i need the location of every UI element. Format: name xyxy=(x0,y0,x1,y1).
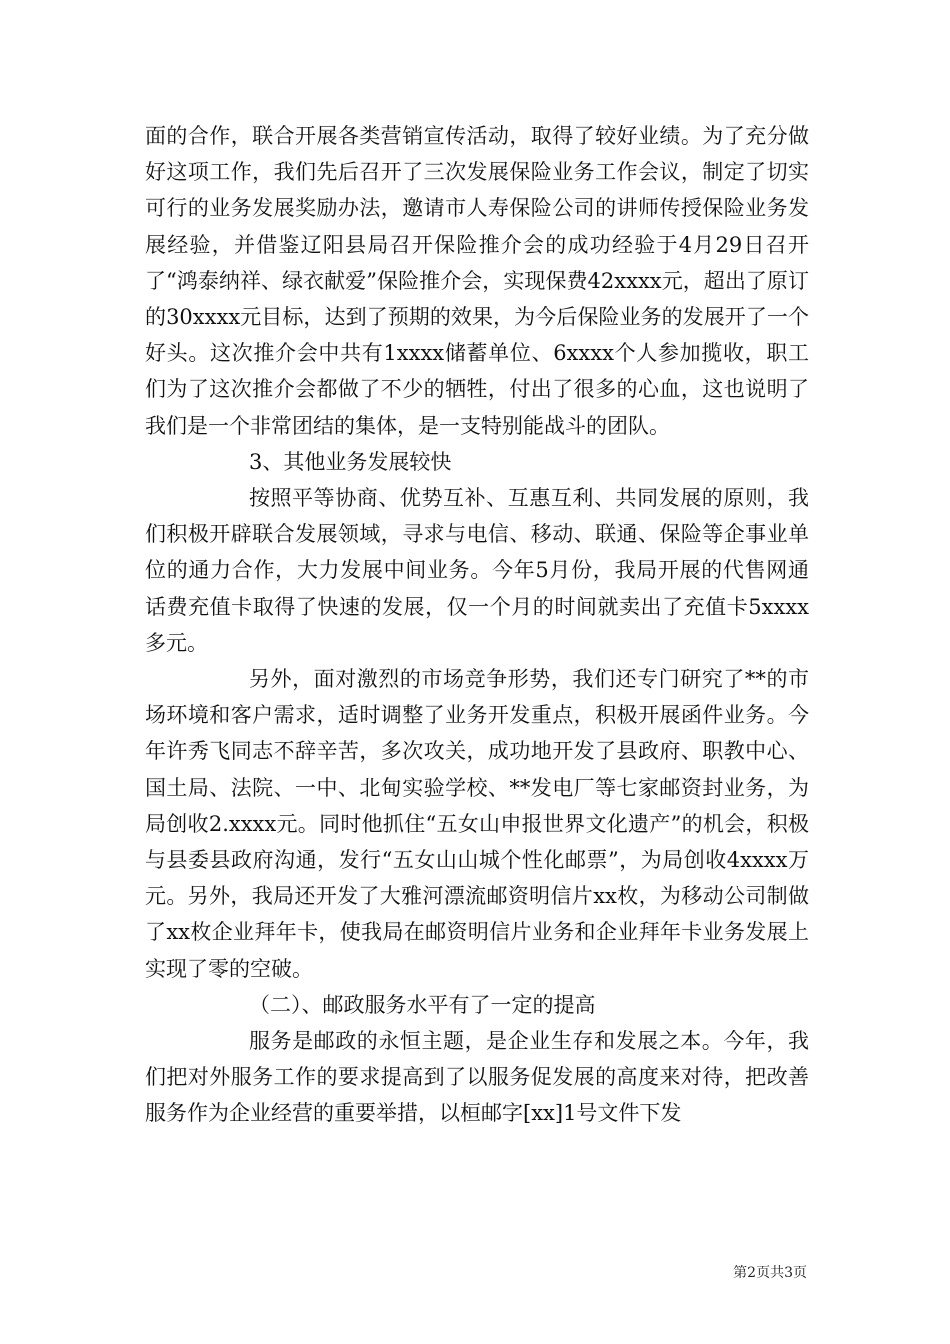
paragraph: 服务是邮政的永恒主题，是企业生存和发展之本。今年，我们把对外服务工作的要求提高到了以服务促发展的高度来对待，把改善服务作为企业经营的重要举措，以桓邮字[xx]1号文件下发 xyxy=(145,1029,809,1126)
page-number-footer: 第2页共3页 xyxy=(733,1265,807,1281)
document-body xyxy=(145,118,809,1132)
paragraph: 另外，面对激烈的市场竞争形势，我们还专门研究了**的市场环境和客户需求，适时调整了业务开发重点，积极开展函件业务。今年许秀飞同志不辞辛苦，多次攻关，成功地开发了县政府、职教中心、国土局、法院、一中、北甸实验学校、**发电厂等七家邮资封业务，为局创收2.xxxx元。同时他抓住“五女山申报世界文化遗产”的机会，积极与县委县政府沟通，发行“五女山山城个性化邮票”，为局创收4xxxx万元。另外，我局还开发了大雅河漂流邮资明信片xx枚，为移动公司制做了xx枚企业拜年卡，使我局在邮资明信片业务和企业拜年卡业务发展上实现了零的空破。 xyxy=(145,667,809,981)
section-heading: （二）、邮政服务水平有了一定的提高 xyxy=(249,992,596,1017)
paragraph: 按照平等协商、优势互补、互惠互利、共同发展的原则，我们积极开辟联合发展领域，寻求与电信、移动、联通、保险等企事业单位的通力合作，大力发展中间业务。今年5月份，我局开展的代售网通话费充值卡取得了快速的发展，仅一个月的时间就卖出了充值卡5xxxx多元。 xyxy=(145,486,809,655)
paragraph: 面的合作，联合开展各类营销宣传活动，取得了较好业绩。为了充分做好这项工作，我们先后召开了三次发展保险业务工作会议，制定了切实可行的业务发展奖励办法，邀请市人寿保险公司的讲师传授保险业务发展经验，并借鉴辽阳县局召开保险推介会的成功经验于4月29日召开了“鸿泰纳祥、绿衣献爱”保险推介会，实现保费42xxxx元，超出了原订的30xxxx元目标，达到了预期的效果，为今后保险业务的发展开了一个好头。这次推介会中共有1xxxx储蓄单位、6xxxx个人参加揽收，职工们为了这次推介会都做了不少的牺牲，付出了很多的心血，这也说明了我们是一个非常团结的集体，是一支特别能战斗的团队。 xyxy=(145,124,809,438)
section-heading: 3、其他业务发展较快 xyxy=(249,449,452,474)
